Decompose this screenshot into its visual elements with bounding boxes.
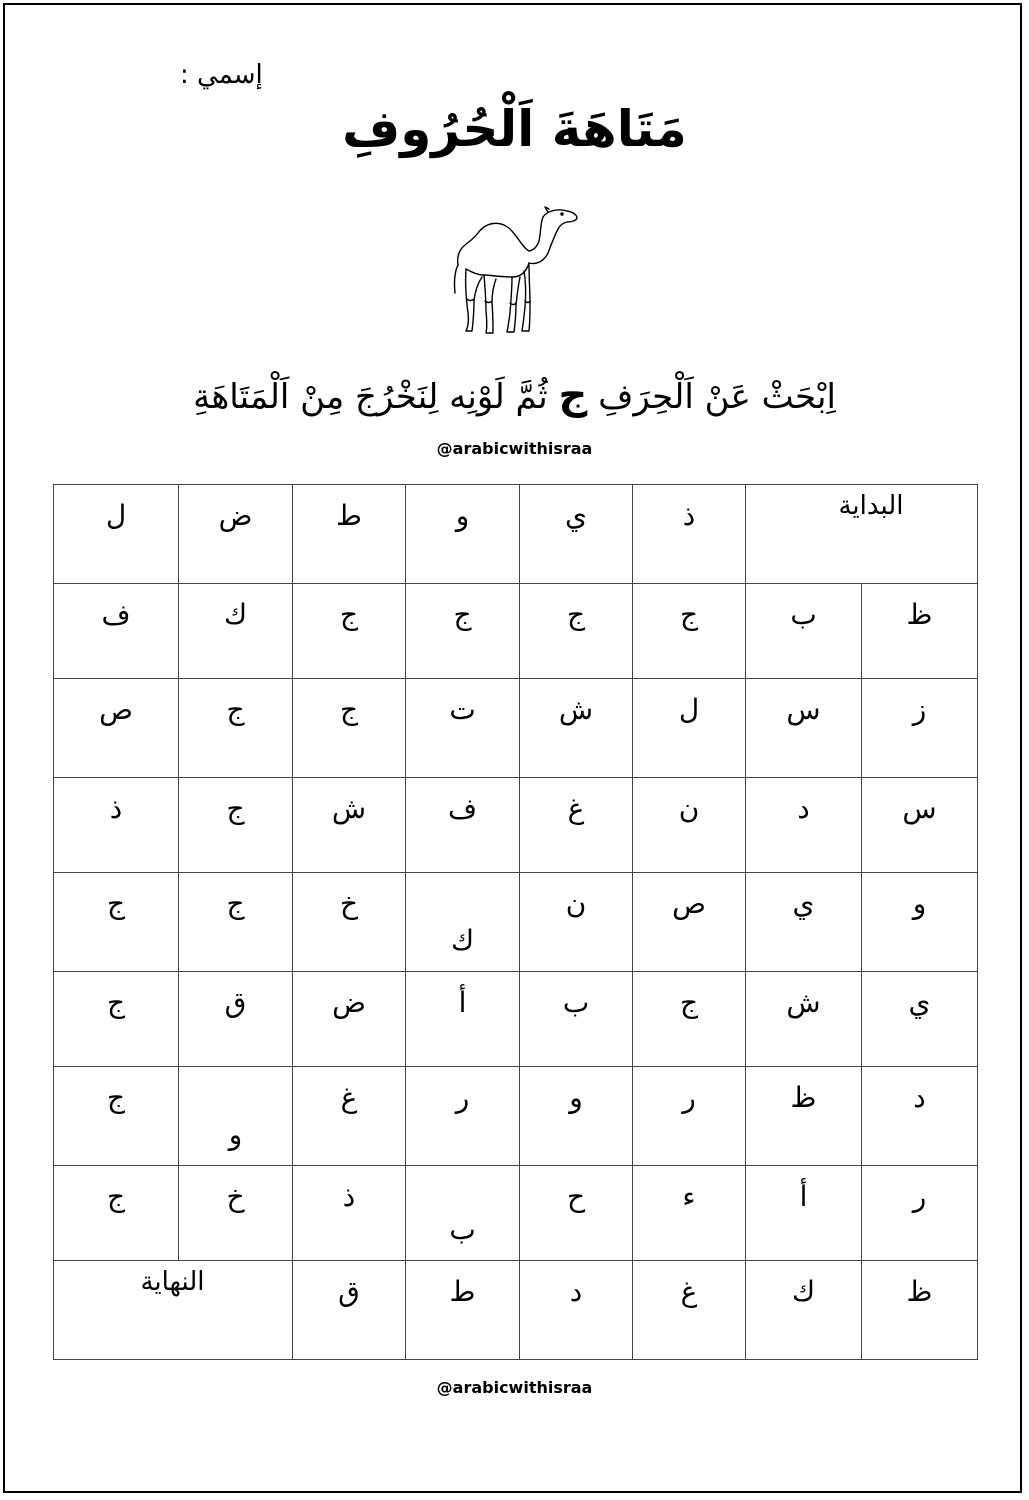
maze-cell[interactable]: ف [54,584,179,679]
camel-illustration [440,203,585,338]
maze-cell[interactable]: ج [293,584,406,679]
maze-cell[interactable]: ج [179,778,293,873]
maze-cell[interactable]: ق [179,972,293,1067]
maze-row [54,873,978,972]
maze-cell[interactable]: ر [406,1067,520,1166]
maze-cell[interactable]: ج [179,873,293,972]
credit-top: @arabicwithisraa [436,439,593,458]
maze-cell[interactable]: ي [746,873,862,972]
maze-cell[interactable]: ج [293,679,406,778]
maze-row [54,1166,978,1261]
maze-cell[interactable]: ج [54,972,179,1067]
maze-cell[interactable]: ش [293,778,406,873]
maze-cell[interactable]: و [406,485,520,584]
maze-cell[interactable]: ق [293,1261,406,1360]
maze-cell[interactable]: ض [293,972,406,1067]
maze-cell[interactable]: ظ [862,584,978,679]
credit-bottom: @arabicwithisraa [436,1378,593,1397]
maze-row [54,972,978,1067]
maze-cell[interactable]: د [520,1261,633,1360]
maze-row [54,1067,978,1166]
name-label: إسمي : [180,60,263,90]
instruction-after: ثُمَّ لَوْنِه لِنَخْرُجَ مِنْ اَلْمَتَاهَةِ [193,377,559,417]
maze-cell[interactable]: ت [406,679,520,778]
maze-cell[interactable]: غ [520,778,633,873]
maze-cell[interactable]: خ [293,873,406,972]
maze-cell[interactable]: ص [633,873,746,972]
maze-cell[interactable]: أ [406,972,520,1067]
maze-row [54,584,978,679]
maze-cell[interactable]: ج [54,873,179,972]
maze-cell[interactable]: ء [633,1166,746,1261]
maze-cell[interactable]: ذ [54,778,179,873]
maze-cell[interactable]: ر [862,1166,978,1261]
maze-cell[interactable]: ط [406,1261,520,1360]
maze-cell[interactable]: ن [520,873,633,972]
maze-cell[interactable]: س [746,679,862,778]
maze-cell[interactable]: غ [633,1261,746,1360]
maze-cell[interactable]: د [746,778,862,873]
maze-cell[interactable]: ص [54,679,179,778]
instruction-text [0,372,1029,418]
maze-cell[interactable]: ذ [633,485,746,584]
maze-cell[interactable]: ض [179,485,293,584]
maze-cell[interactable]: ج [54,1067,179,1166]
maze-cell[interactable]: ظ [862,1261,978,1360]
maze-cell[interactable]: ل [54,485,179,584]
target-letter: ج [558,372,588,418]
page-title: مَتَاهَةَ اَلْحُرُوفِ [342,100,687,158]
maze-cell[interactable]: غ [293,1067,406,1166]
maze-cell[interactable]: ف [406,778,520,873]
maze-cell[interactable]: ل [633,679,746,778]
maze-cell[interactable]: ج [633,972,746,1067]
maze-cell[interactable]: ج [179,679,293,778]
maze-cell[interactable]: ب [746,584,862,679]
maze-cell[interactable]: ك [746,1261,862,1360]
maze-row [54,679,978,778]
maze-cell[interactable]: ج [633,584,746,679]
maze-row [54,1261,978,1360]
maze-cell[interactable]: ش [746,972,862,1067]
maze-cell[interactable]: ك [406,873,520,972]
maze-cell[interactable]: د [862,1067,978,1166]
maze-cell[interactable]: و [520,1067,633,1166]
maze-cell[interactable]: ح [520,1166,633,1261]
maze-cell[interactable]: ي [520,485,633,584]
maze-cell[interactable]: ي [862,972,978,1067]
instruction-before: اِبْحَثْ عَنْ اَلْحِرَفِ [587,377,836,417]
maze-row [54,778,978,873]
maze-cell[interactable]: و [862,873,978,972]
maze-cell[interactable]: ش [520,679,633,778]
maze-cell[interactable]: ز [862,679,978,778]
maze-cell[interactable]: س [862,778,978,873]
maze-cell[interactable]: ج [406,584,520,679]
maze-cell[interactable]: ط [293,485,406,584]
maze-cell[interactable]: ك [179,584,293,679]
maze-cell[interactable]: ن [633,778,746,873]
maze-cell[interactable]: ج [520,584,633,679]
maze-cell[interactable]: ذ [293,1166,406,1261]
maze-row [54,485,978,584]
maze-cell[interactable]: ب [406,1166,520,1261]
maze-end-cell[interactable]: النهاية [54,1261,293,1360]
maze-cell[interactable]: ظ [746,1067,862,1166]
maze-start-cell[interactable]: البداية [746,485,978,584]
maze-cell[interactable]: و [179,1067,293,1166]
letter-maze-grid [53,484,978,1360]
maze-cell[interactable]: خ [179,1166,293,1261]
maze-cell[interactable]: أ [746,1166,862,1261]
maze-cell[interactable]: ر [633,1067,746,1166]
maze-cell[interactable]: ب [520,972,633,1067]
maze-cell[interactable]: ج [54,1166,179,1261]
